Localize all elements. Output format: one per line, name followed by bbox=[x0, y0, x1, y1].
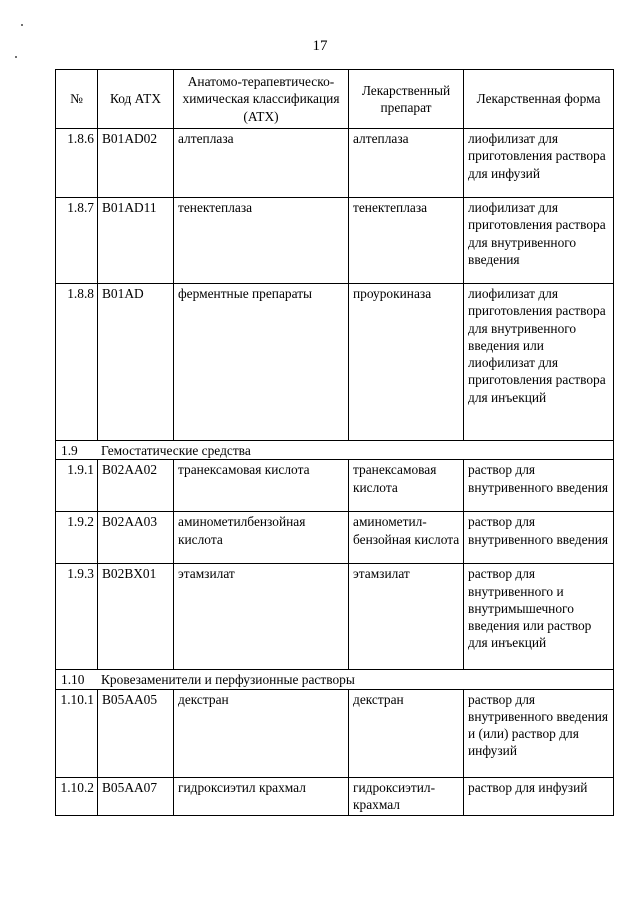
scan-speck bbox=[15, 56, 17, 58]
row-number: 1.8.8 bbox=[56, 284, 98, 441]
row-number: 1.8.7 bbox=[56, 198, 98, 284]
atc-classification: гидроксиэтил крахмал bbox=[174, 777, 349, 815]
row-number: 1.10.1 bbox=[56, 689, 98, 777]
atc-classification: этамзилат bbox=[174, 564, 349, 670]
table-row bbox=[56, 198, 614, 284]
table-row bbox=[56, 564, 614, 670]
table-row bbox=[56, 129, 614, 198]
section-title: Гемостатические средства bbox=[101, 443, 251, 458]
table-row bbox=[56, 689, 614, 777]
section-heading bbox=[56, 670, 614, 689]
row-number: 1.9.1 bbox=[56, 460, 98, 512]
row-number: 1.8.6 bbox=[56, 129, 98, 198]
atc-code: B01AD bbox=[98, 284, 174, 441]
page-number: 17 bbox=[312, 38, 328, 54]
section-row bbox=[56, 670, 614, 689]
atc-code: B01AD11 bbox=[98, 198, 174, 284]
atc-classification: декстран bbox=[174, 689, 349, 777]
header-dosage-form: Лекарственная форма bbox=[464, 70, 614, 129]
drug-name: транексамовая кислота bbox=[349, 460, 464, 512]
drug-name: проурокиназа bbox=[349, 284, 464, 441]
header-atc-code: Код АТХ bbox=[98, 70, 174, 129]
drug-name: этамзилат bbox=[349, 564, 464, 670]
dosage-form: лиофилизат для приготовления раствора для инфузий bbox=[464, 129, 614, 198]
dosage-form: раствор для внутривенного введения bbox=[464, 512, 614, 564]
row-number: 1.9.3 bbox=[56, 564, 98, 670]
header-atc-classification: Анатомо-терапевтическо-химическая классификация (АТХ) bbox=[174, 70, 349, 129]
atc-classification: ферментные препараты bbox=[174, 284, 349, 441]
drug-name: декстран bbox=[349, 689, 464, 777]
atc-classification: транексамовая кислота bbox=[174, 460, 349, 512]
dosage-form: лиофилизат для приготовления раствора для внутривенного введения или лиофилизат для приготовления раствора для инъекций bbox=[464, 284, 614, 441]
section-title: Кровезаменители и перфузионные растворы bbox=[101, 672, 355, 688]
atc-code: B05AA05 bbox=[98, 689, 174, 777]
atc-classification: тенектеплаза bbox=[174, 198, 349, 284]
dosage-form: раствор для инфузий bbox=[464, 777, 614, 815]
section-row bbox=[56, 441, 614, 460]
drug-name: аминометил-бензойная кислота bbox=[349, 512, 464, 564]
atc-code: B01AD02 bbox=[98, 129, 174, 198]
atc-classification: алтеплаза bbox=[174, 129, 349, 198]
scan-speck bbox=[21, 24, 23, 26]
dosage-form: лиофилизат для приготовления раствора для внутривенного введения bbox=[464, 198, 614, 284]
table-row bbox=[56, 512, 614, 564]
header-number: № bbox=[56, 70, 98, 129]
dosage-form: раствор для внутривенного и внутримышечного введения или раствор для инъекций bbox=[464, 564, 614, 670]
drug-name: гидроксиэтил-крахмал bbox=[349, 777, 464, 815]
row-number: 1.10.2 bbox=[56, 777, 98, 815]
table-header bbox=[56, 70, 614, 129]
table-row bbox=[56, 460, 614, 512]
atc-code: B02BX01 bbox=[98, 564, 174, 670]
drug-table bbox=[55, 69, 614, 816]
section-number: 1.10 bbox=[61, 672, 85, 688]
section-heading bbox=[56, 441, 614, 460]
dosage-form: раствор для внутривенного введения bbox=[464, 460, 614, 512]
table-row bbox=[56, 777, 614, 815]
drug-name: алтеплаза bbox=[349, 129, 464, 198]
row-number: 1.9.2 bbox=[56, 512, 98, 564]
header-drug: Лекарственный препарат bbox=[349, 70, 464, 129]
table-row bbox=[56, 284, 614, 441]
atc-code: B02AA03 bbox=[98, 512, 174, 564]
dosage-form: раствор для внутривенного введения и (или) раствор для инфузий bbox=[464, 689, 614, 777]
drug-name: тенектеплаза bbox=[349, 198, 464, 284]
atc-code: B02AA02 bbox=[98, 460, 174, 512]
section-number: 1.9 bbox=[61, 443, 78, 458]
atc-classification: аминометилбензойная кислота bbox=[174, 512, 349, 564]
atc-code: B05AA07 bbox=[98, 777, 174, 815]
